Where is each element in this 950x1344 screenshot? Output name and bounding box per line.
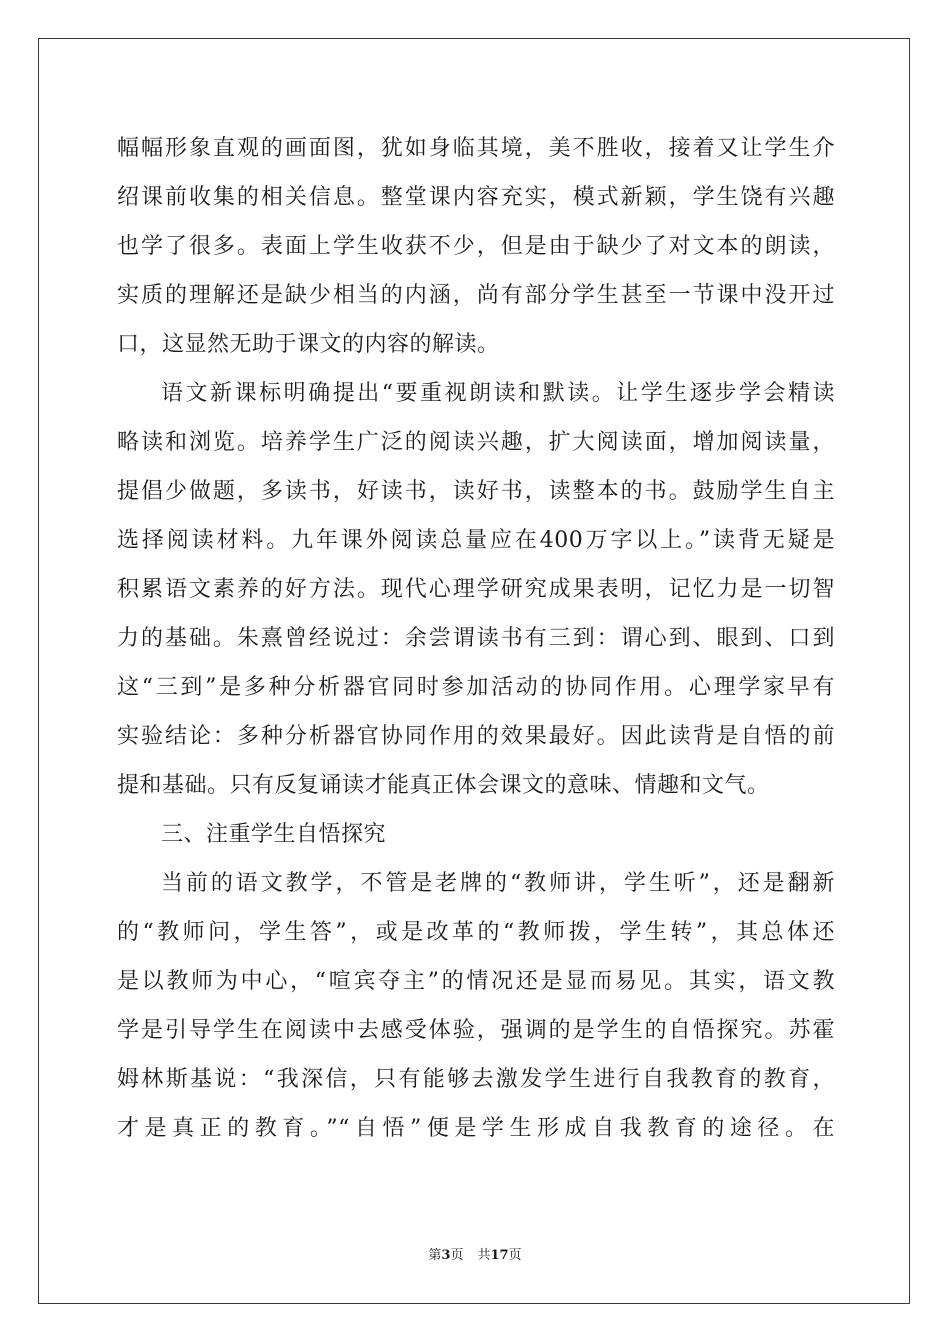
text-line: 学是引导学生在阅读中去感受体验，强调的是学生的自悟探究。苏霍 <box>117 1018 835 1043</box>
page-number: 3 <box>441 1248 451 1263</box>
text-line: 力的基础。朱熹曾经说过：余尝谓读书有三到：谓心到、眼到、口到 <box>117 626 835 651</box>
document-body <box>117 124 835 1153</box>
text-line: 积累语文素养的好方法。现代心理学研究成果表明，记忆力是一切智 <box>117 577 835 602</box>
page-prefix: 第 <box>428 1248 442 1263</box>
text-line: 实验结论：多种分析器官协同作用的效果最好。因此读背是自悟的前 <box>117 724 835 749</box>
text-line: 也学了很多。表面上学生收获不少，但是由于缺少了对文本的朗读， <box>117 234 835 259</box>
text-line: 实质的理解还是缺少相当的内涵，尚有部分学生甚至一节课中没开过 <box>117 283 835 308</box>
text-line: 幅幅形象直观的画面图，犹如身临其境，美不胜收，接着又让学生介 <box>117 136 835 161</box>
text-line: 绍课前收集的相关信息。整堂课内容充实，模式新颖，学生饶有兴趣 <box>117 185 835 210</box>
text-line: 选择阅读材料。九年课外阅读总量应在400万字以上。”读背无疑是 <box>117 528 835 553</box>
total-prefix: 共 <box>477 1248 491 1263</box>
text-line: 才是真正的教育。”“自悟”便是学生形成自我教育的途径。在 <box>117 1116 835 1141</box>
section-heading: 三、注重学生自悟探究 <box>161 822 387 847</box>
text-line: 的“教师问，学生答”，或是改革的“教师拨，学生转”，其总体还 <box>117 920 835 945</box>
text-line: 口，这显然无助于课文的内容的解读。 <box>117 332 500 357</box>
text-line: 姆林斯基说：“我深信，只有能够去激发学生进行自我教育的教育， <box>117 1067 835 1092</box>
text-line: 这“三到”是多种分析器官同时参加活动的协同作用。心理学家早有 <box>117 675 835 700</box>
text-line: 是以教师为中心，“喧宾夺主”的情况还是显而易见。其实，语文教 <box>117 969 835 994</box>
text-line: 提和基础。只有反复诵读才能真正体会课文的意味、情趣和文气。 <box>117 773 770 798</box>
text-line: 当前的语文教学，不管是老牌的“教师讲，学生听”，还是翻新 <box>161 871 835 896</box>
text-line: 略读和浏览。培养学生广泛的阅读兴趣，扩大阅读面，增加阅读量， <box>117 430 835 455</box>
total-pages: 17 <box>490 1248 509 1263</box>
text-line: 提倡少做题，多读书，好读书，读好书，读整本的书。鼓励学生自主 <box>117 479 835 504</box>
page-suffix: 页 <box>450 1248 464 1263</box>
total-suffix: 页 <box>508 1248 522 1263</box>
text-line: 语文新课标明确提出“要重视朗读和默读。让学生逐步学会精读 <box>161 381 835 406</box>
page-footer <box>0 1244 950 1263</box>
